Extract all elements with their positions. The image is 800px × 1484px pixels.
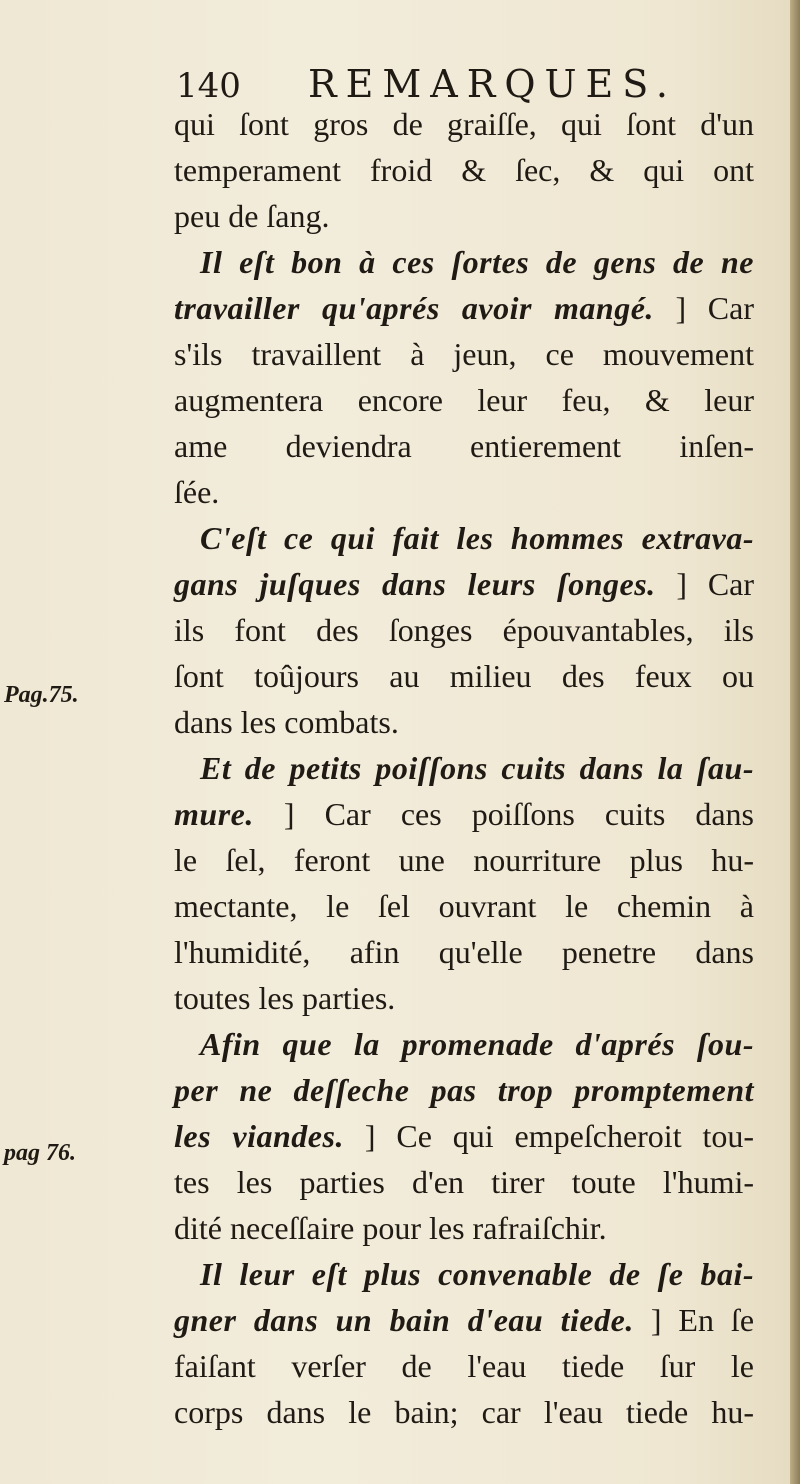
text-line: mectante, le ſel ouvrant le chemin à [174,888,754,924]
text-line: Il leur eſt plus convenable de ſe bai- [200,1256,754,1292]
text-line: ils font des ſonges épouvantables, ils [174,612,754,648]
text-line: le ſel, feront une nourriture plus hu- [174,842,754,878]
text-line: dans les combats. [174,704,399,740]
text-line: faiſant verſer de l'eau tiede ſur le [174,1348,754,1384]
text-line: ame deviendra entierement inſen- [174,428,754,464]
text-line: s'ils travaillent à jeun, ce mouvement [174,336,754,372]
text-line: augmentera encore leur feu, & leur [174,382,754,418]
text-line: tes les parties d'en tirer toute l'humi- [174,1164,754,1200]
text-line: ſont toûjours au milieu des feux ou [174,658,754,694]
text-line: qui ſont gros de graiſſe, qui ſont d'un [174,106,754,142]
text-line: per ne deſſeche pas trop promptement [174,1072,754,1108]
text-line: Il eſt bon à ces ſortes de gens de ne [200,244,754,280]
text-line: Et de petits poiſſons cuits dans la ſau- [200,750,754,786]
text-line: ſée. [174,474,220,510]
text-line: temperament froid & ſec, & qui ont [174,152,754,188]
text-line: travailler qu'aprés avoir mangé. ] Car [174,290,755,326]
text-line: corps dans le bain; car l'eau tiede hu- [174,1394,754,1430]
page-number: 140 [176,66,241,106]
text-line: toutes les parties. [174,980,396,1016]
text-line: les viandes. ] Ce qui empeſcheroit tou- [174,1118,755,1154]
text-line: peu de ſang. [174,198,330,234]
running-title: REMARQUES. [308,62,677,106]
text-line: dité neceſſaire pour les rafraiſchir. [174,1210,607,1246]
text-line: Afin que la promenade d'aprés ſou- [200,1026,754,1062]
text-line: C'eſt ce qui fait les hommes extrava- [200,520,754,556]
margin-note: Pag.75. [4,682,79,708]
margin-note: pag 76. [4,1140,76,1166]
text-line: gans juſques dans leurs ſonges. ] Car [174,566,755,602]
text-line: l'humidité, afin qu'elle penetre dans [174,934,754,970]
text-line: mure. ] Car ces poiſſons cuits dans [174,796,755,832]
text-line: gner dans un bain d'eau tiede. ] En ſe [174,1302,755,1338]
